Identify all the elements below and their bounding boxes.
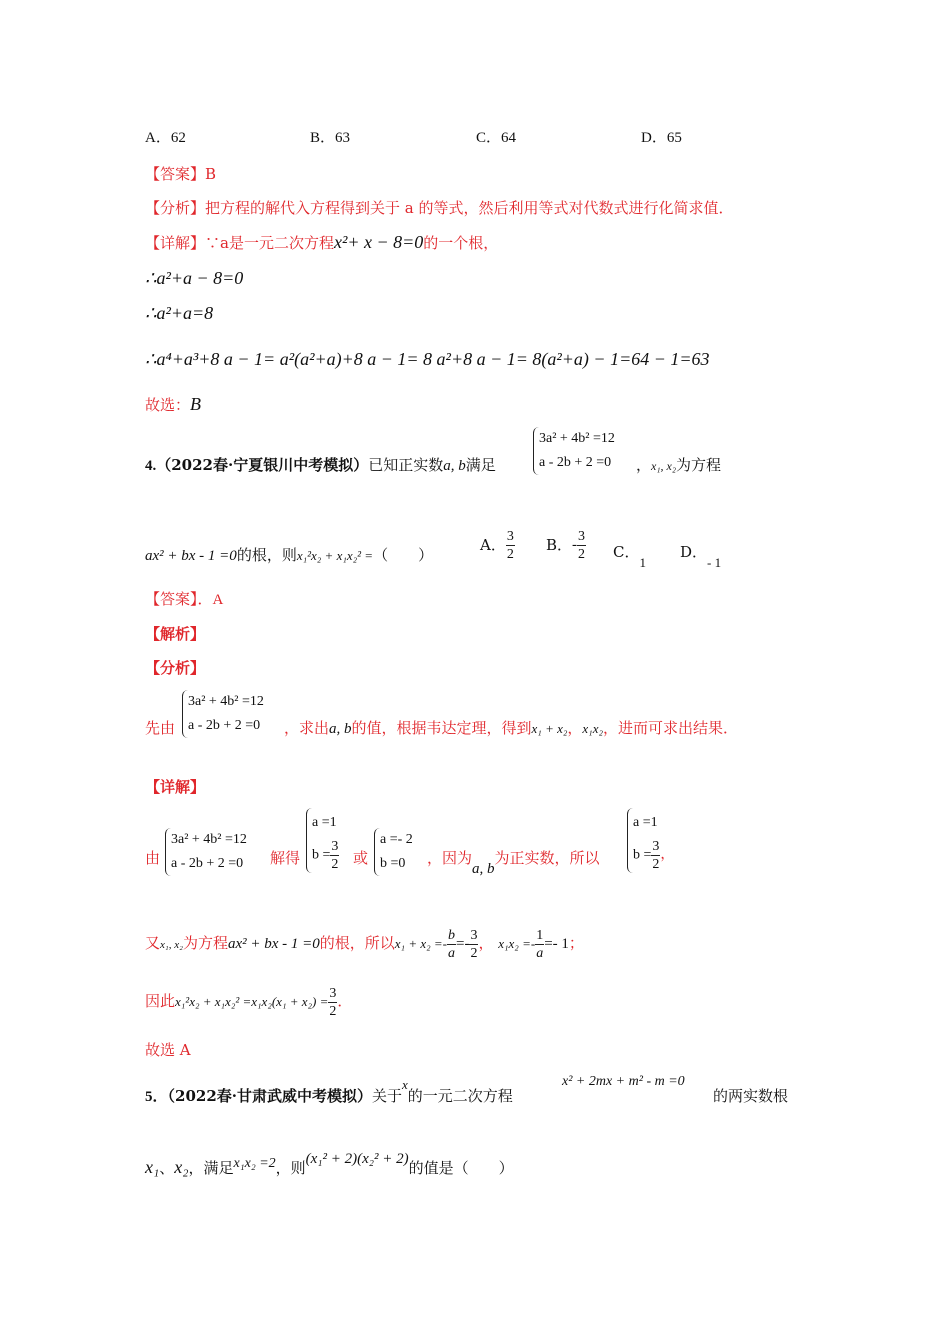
- q4-stem-tail: [636, 455, 721, 476]
- q4-opt-b-label: B．: [546, 536, 573, 554]
- q4-yinci: [145, 978, 352, 1025]
- q5-manzu: ，满足: [188, 1159, 234, 1177]
- q4-sol2-a: a =- 2: [380, 832, 413, 847]
- q4-opt-d-label: D．: [680, 543, 708, 561]
- q4-opt-b-sign: -: [572, 537, 578, 553]
- q4-weifangcheng: 为方程: [182, 934, 228, 952]
- q4-number: 4.: [145, 458, 157, 474]
- q4-sol1-b: [312, 838, 339, 873]
- q4-vieta-sum-den2: 2: [470, 945, 478, 961]
- q3-choose-value: B: [190, 394, 202, 414]
- q3-detail: [145, 232, 498, 253]
- q4-degen: 的根，所以: [319, 934, 395, 952]
- q4-answer: 【答案】．A: [145, 592, 224, 608]
- q4-yinwei: ，因为: [427, 849, 473, 867]
- q4-vieta-sum-num2: 3: [470, 927, 478, 943]
- q4-final: [627, 808, 674, 873]
- q4-stem-vars: a, b: [443, 458, 466, 474]
- q5-root2: x₂: [174, 1157, 189, 1177]
- q4-fenxi-sep: ，: [567, 719, 583, 737]
- q4-fenxi-text: [284, 718, 738, 739]
- q4-reason: [427, 848, 600, 877]
- q4-final-b-pre: b =: [633, 847, 652, 863]
- q4-solve-system-row2: a - 2b + 2 =0: [171, 856, 244, 871]
- q5-stem-line2: [145, 1151, 514, 1180]
- q4-vieta-comma: ，: [478, 934, 494, 952]
- q4-fenxi-system-row2: a - 2b + 2 =0: [188, 718, 261, 733]
- q3-line1: ∴a²+a − 8=0: [145, 268, 244, 288]
- q4-system-row1: 3a² + 4b² =12: [539, 431, 615, 446]
- q4-sol1-b-frac: [330, 838, 339, 873]
- q4-choose: 故选 A: [145, 1041, 191, 1059]
- q4-opt-c: [613, 542, 646, 570]
- q4-sol1-b-pre: b =: [312, 847, 331, 863]
- q4-opt-a-den: 2: [506, 547, 514, 562]
- q4-jiede: 解得: [270, 849, 301, 867]
- q4-yinci-end: ．: [337, 992, 353, 1010]
- q4-stem-3: 为方程: [676, 456, 722, 474]
- q4-stem: [145, 455, 496, 476]
- q5-ze: ，则: [275, 1159, 306, 1177]
- q4-stem-4: 的根，则: [236, 546, 297, 564]
- q4-opt-a-frac: [506, 528, 515, 563]
- q4-eq: ax² + bx - 1 =0: [145, 548, 237, 564]
- option-b: B．63: [310, 130, 351, 146]
- q4-zhengshi: 为正实数，所以: [494, 849, 600, 867]
- q5-dun: 、: [159, 1159, 175, 1177]
- q4-vieta-sum-num: b: [447, 927, 455, 943]
- q5-number: 5．: [145, 1089, 168, 1105]
- q4-opt-a-label: A．: [480, 536, 506, 554]
- q4-vieta-sum-den: a: [447, 945, 455, 961]
- q4-yinwei-ab: a, b: [472, 861, 495, 877]
- q4-solve-system: [165, 828, 247, 876]
- q3-detail-text-2: 的一个根，: [423, 234, 499, 252]
- q4-system: [533, 427, 615, 475]
- q3-answer: 【答案】B: [145, 165, 217, 183]
- option-a: A．62: [145, 130, 186, 146]
- q3-detail-text-1: ∵a是一元二次方程: [205, 234, 334, 252]
- q4-yinci-label: 因此: [145, 992, 176, 1010]
- q4-yinci-expr: x₁²x₂ + x₁x₂² =x₁x₂(x₁ + x₂) =: [175, 994, 329, 1009]
- q5-expr: (x₁² + 2)(x₂² + 2): [305, 1151, 409, 1167]
- q4-you2-eq: ax² + bx - 1 =0: [227, 936, 320, 952]
- q5-var-x: x: [402, 1077, 408, 1092]
- q4-fenxi-prod: x₁x₂: [582, 721, 603, 736]
- q3-choose: [145, 394, 201, 415]
- q4-opt-c-label: C．: [613, 543, 640, 561]
- q4-fenxi-pre: 先由: [145, 719, 176, 737]
- q4-stem-1: 已知正实数: [368, 456, 444, 474]
- q4-vieta-prod-den: a: [536, 945, 544, 961]
- q4-huo: 或: [353, 849, 369, 867]
- q3-line2: ∴a²+a=8: [145, 303, 214, 323]
- q4-expr: x₁²x₂ + x₁x₂² =: [296, 548, 374, 563]
- q4-comma: ，: [636, 456, 652, 474]
- q4-opt-d: [680, 542, 722, 570]
- q4-detail: 【详解】: [145, 778, 206, 796]
- q4-opt-b-den: 2: [578, 547, 586, 562]
- q5-stem-1: 关于: [372, 1087, 403, 1105]
- q4-vieta-prod-end: =- 1: [544, 936, 569, 952]
- q4-fenxi: 【分析】: [145, 659, 206, 677]
- q4-opt-a-num: 3: [506, 529, 514, 544]
- q4-fenxi-end: ，进而可求出结果．: [603, 719, 739, 737]
- q3-detail-label: 【详解】: [145, 234, 206, 252]
- q4-opt-b: [546, 528, 586, 563]
- q5-stem-2: 的一元二次方程: [407, 1087, 513, 1105]
- q4-vieta-sum-frac: [447, 927, 456, 962]
- q4-you2-roots: x₁, x₂: [160, 939, 183, 951]
- q4-final-a: a =1: [633, 815, 658, 830]
- q4-source: （2022春·宁夏银川中考模拟）: [156, 456, 369, 474]
- q4-sol1-b-num: 3: [331, 839, 339, 854]
- q4-final-b-num: 3: [652, 839, 660, 854]
- q4-sol1-b-den: 2: [331, 857, 339, 872]
- q4-opt-b-num: 3: [578, 529, 586, 544]
- q4-stem-line2: [145, 545, 433, 566]
- q4-sol1: [306, 808, 339, 873]
- q4-fenxi-sum: x₁ + x₂: [531, 721, 568, 736]
- q4-vieta-prod-frac: [535, 927, 544, 962]
- q4-fenxi-mid2: 的值，根据韦达定理，得到: [351, 719, 532, 737]
- q5-eq: x² + 2mx + m² - m =0: [562, 1074, 685, 1089]
- q4-stem-2: 满足: [465, 456, 496, 474]
- q4-sol2: [374, 828, 413, 876]
- q5-ask: 的值是（ ）: [408, 1159, 514, 1177]
- q4-jiexi: 【解析】: [145, 625, 206, 643]
- q4-final-b-den: 2: [652, 857, 660, 872]
- q4-sol1-a: a =1: [312, 815, 337, 830]
- q4-semicolon: ；: [568, 934, 584, 952]
- q4-fenxi-ab: a, b: [329, 721, 352, 737]
- q5-stem: [145, 1077, 513, 1107]
- q4-vieta-sum-eq: =-: [455, 936, 470, 952]
- q4-solve-system-row1: 3a² + 4b² =12: [171, 832, 247, 847]
- q4-yinci-num: 3: [329, 985, 337, 1001]
- q4-vieta-prod: x₁x₂ =-: [498, 936, 536, 951]
- q5-source: （2022春·甘肃武威中考模拟）: [167, 1087, 372, 1105]
- q4-fenxi-system: [182, 690, 264, 738]
- q3-choose-label: 故选：: [145, 396, 191, 414]
- q4-final-b: [633, 838, 674, 873]
- q3-detail-eq: x²+ x − 8=0: [333, 232, 424, 252]
- q5-cond: x₁x₂ =2: [233, 1156, 276, 1171]
- q4-yinci-den: 2: [329, 1003, 337, 1019]
- q4-opt-b-frac: [577, 528, 586, 563]
- q4-system-row2: a - 2b + 2 =0: [539, 455, 612, 470]
- q3-analysis: 【分析】把方程的解代入方程得到关于 a 的等式，然后利用等式对代数式进行化简求值．: [145, 199, 734, 217]
- q4-vieta-prod-num: 1: [536, 927, 544, 943]
- q3-line3: ∴a⁴+a³+8 a − 1= a²(a²+a)+8 a − 1= 8 a²+8 a − 1= 8(a²+a) − 1=64 − 1=63: [145, 349, 710, 369]
- q4-sol2-b: b =0: [380, 856, 406, 871]
- q4-you2: 又: [145, 934, 161, 952]
- q4-vieta-sum: x₁ + x₂ =-: [394, 936, 447, 951]
- q4-blank: （ ）: [373, 546, 434, 564]
- q4-opt-c-value: 1: [639, 555, 646, 570]
- q4-opt-a: [480, 528, 515, 563]
- q4-final-comma: ，: [660, 847, 675, 863]
- q4-opt-d-value: - 1: [707, 555, 722, 570]
- q4-fenxi-mid: ，求出: [284, 719, 330, 737]
- q5-stem-3: 的两实数根: [713, 1087, 789, 1105]
- option-d: D．65: [641, 130, 682, 146]
- option-c: C．64: [476, 130, 517, 146]
- q4-you: 由: [145, 849, 161, 867]
- q4-roots: x₁, x₂: [651, 459, 677, 473]
- q4-fenxi-system-row1: 3a² + 4b² =12: [188, 694, 264, 709]
- q5-root1: x₁: [145, 1157, 160, 1177]
- q4-vieta: [145, 920, 584, 968]
